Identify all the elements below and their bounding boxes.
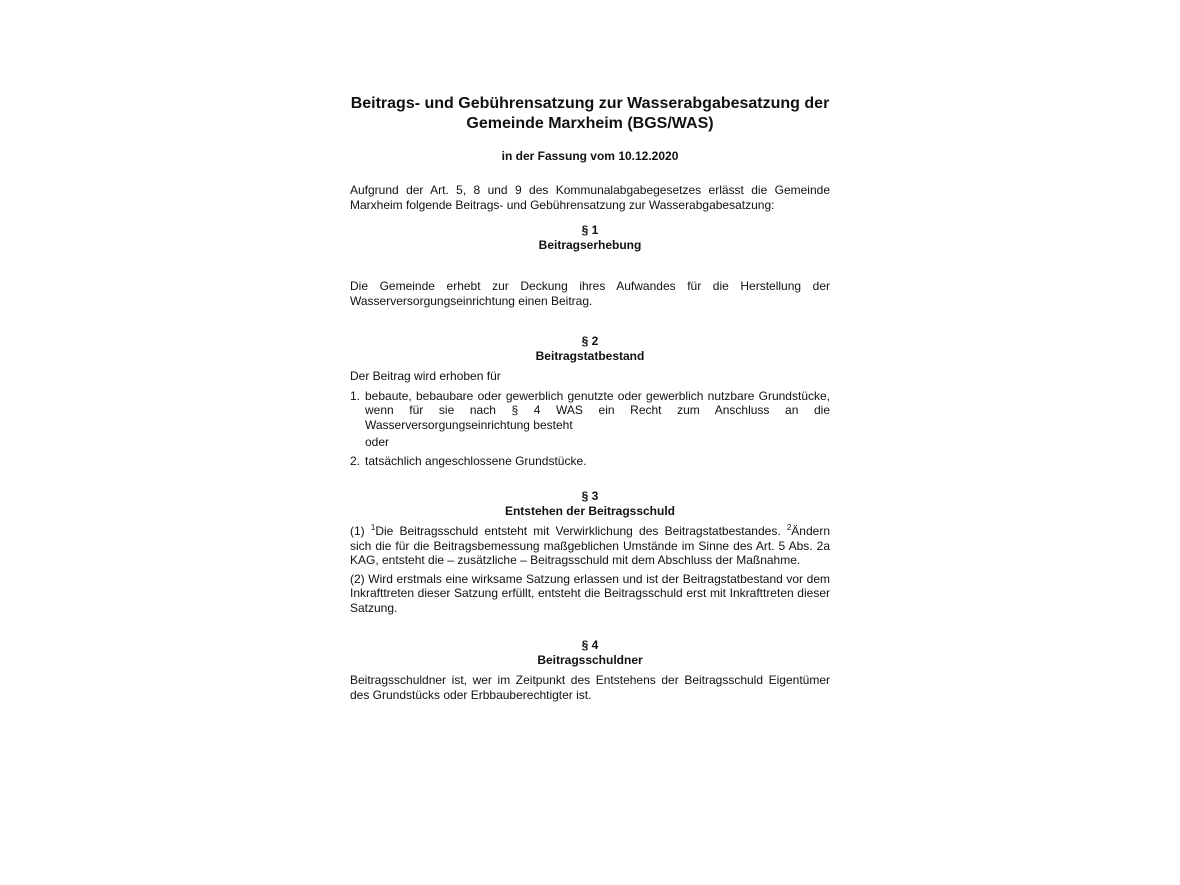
list-item-number: 1. <box>350 388 361 403</box>
document-version: in der Fassung vom 10.12.2020 <box>501 149 679 163</box>
section-4-number: § 4 <box>581 638 599 652</box>
section-1-heading <box>350 223 830 253</box>
sentence-text: Ändern sich die für die Beitragsbemessung maßgeblichen Umstände im Sinne des Art. 5 Abs. 2a KAG, entsteht die – zusätzliche – Beitragsschuld mit dem Abschluss der Maßnahme. <box>350 524 830 567</box>
list-item-text: tatsächlich angeschlossene Grundstücke. <box>365 453 587 468</box>
section-3-number: § 3 <box>581 489 599 503</box>
sentence-marker: 1 <box>370 523 376 532</box>
sentence-text: Die Beitragsschuld entsteht mit Verwirklichung des Beitragstatbestandes. <box>375 524 787 538</box>
section-2-number: § 2 <box>581 334 599 348</box>
list-item-number: 2. <box>350 453 361 468</box>
section-4-body: Beitragsschuldner ist, wer im Zeitpunkt des Entstehens der Beitragsschuld Eigentümer des Grundstücks oder Erbbauberechtigter ist. <box>350 673 830 702</box>
section-2-title: Beitragstatbestand <box>535 349 645 363</box>
paragraph-number: (1) <box>350 524 371 538</box>
section-3-heading <box>350 489 830 519</box>
list-conjunction: oder <box>365 435 390 449</box>
section-2-heading <box>350 334 830 364</box>
section-3-title: Entstehen der Beitragsschuld <box>504 504 676 518</box>
list-item <box>350 454 830 469</box>
section-4-heading <box>350 638 830 668</box>
document-title <box>350 94 830 134</box>
document-title-line2: Gemeinde Marxheim (BGS/WAS) <box>466 115 714 132</box>
section-2-intro: Der Beitrag wird erhoben für <box>350 369 501 383</box>
preamble: Aufgrund der Art. 5, 8 und 9 des Kommunalabgabegesetzes erlässt die Gemeinde Marxheim folgende Beitrags- und Gebührensatzung zur Wasserabgabesatzung: <box>350 183 830 212</box>
sentence-marker: 2 <box>786 523 792 532</box>
list-item-text: bebaute, bebaubare oder gewerblich genutzte oder gewerblich nutzbare Grundstücke, wenn für sie nach § 4 WAS ein Recht zum Anschluss an die Wasserversorgungseinrichtung besteht <box>365 388 830 432</box>
section-2-list <box>350 389 830 469</box>
document-page <box>350 94 830 702</box>
section-4-title: Beitragsschuldner <box>537 653 643 667</box>
section-1-title: Beitragserhebung <box>538 238 642 252</box>
section-1-number: § 1 <box>581 223 599 237</box>
section-3-paragraph-1 <box>350 524 830 568</box>
list-item <box>350 389 830 433</box>
section-1-body: Die Gemeinde erhebt zur Deckung ihres Aufwandes für die Herstellung der Wasserversorgungseinrichtung einen Beitrag. <box>350 279 830 308</box>
document-title-line1: Beitrags- und Gebührensatzung zur Wasserabgabesatzung der <box>350 95 830 112</box>
section-3-paragraph-2: (2) Wird erstmals eine wirksame Satzung erlassen und ist der Beitragstatbestand vor dem Inkrafttreten dieser Satzung erfüllt, entsteht die Beitragsschuld erst mit Inkrafttreten dieser Satzung. <box>350 571 830 615</box>
